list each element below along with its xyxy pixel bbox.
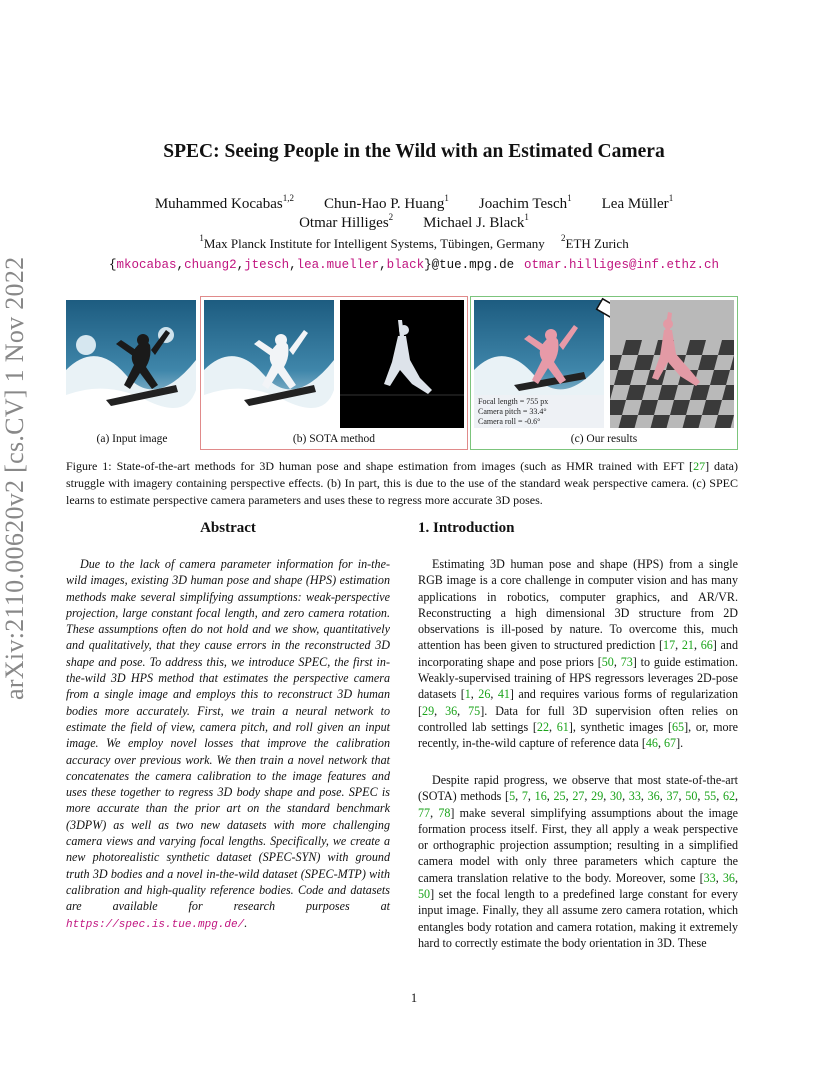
author-name: Muhammed Kocabas — [154, 196, 283, 212]
paragraph-text: , — [735, 789, 739, 804]
paragraph-text: Despite rapid progress, we observe that most state-of-the-art (SOTA) methods [ — [418, 773, 738, 804]
citation-link[interactable]: 16 — [534, 789, 547, 804]
author-name: Otmar Hilliges — [299, 215, 389, 231]
figure-caption-b: (b) SOTA method — [292, 433, 376, 445]
author-name: Lea Müller — [601, 196, 669, 212]
author-name: Michael J. Black — [423, 215, 525, 231]
citation-link[interactable]: 33 — [703, 870, 716, 885]
citation-link[interactable]: 77 — [418, 805, 431, 820]
author-line-1 — [0, 193, 828, 213]
camera-params-overlay — [478, 397, 548, 427]
figure-panel-sota-render — [340, 300, 464, 428]
caption-text: ] data) struggle with imagery containing perspective effects. (b) In part, this is due to the use of the standard weak perspective camera. (c) SPEC learns to estimate perspective camera parameters and uses these to regress more accurate 3D poses. — [66, 459, 738, 507]
author-sup: 1 — [444, 193, 449, 203]
camera-pitch-readout: Camera pitch = 33.4° — [478, 407, 547, 416]
author-sup: 1 — [567, 193, 572, 203]
paragraph-text: ], or, more recently, in-the-wild capture of reference data [ — [418, 719, 738, 751]
email-user[interactable]: mkocabas — [116, 258, 177, 272]
paragraph-text: , — [470, 687, 479, 702]
page-number: 1 — [410, 991, 418, 1005]
paragraph-text: , — [515, 789, 522, 804]
arxiv-watermark: arXiv:2110.00620v2 [cs.CV] 1 Nov 2022 — [0, 256, 29, 700]
citation-link[interactable]: 46 — [645, 736, 658, 751]
citation-link[interactable]: 17 — [663, 638, 676, 653]
figure-caption-a: (a) Input image — [96, 433, 168, 445]
surfer-photo-input — [66, 300, 196, 428]
email-user[interactable]: chuang2 — [184, 258, 237, 272]
citation-link[interactable]: 22 — [536, 719, 550, 734]
citation-link[interactable]: 30 — [609, 789, 623, 804]
citation-link[interactable]: 26 — [478, 687, 491, 702]
intro-heading: 1. Introduction — [418, 520, 515, 536]
paragraph-text: ]. Data for full 3D supervision often relies on controlled lab settings [ — [418, 703, 739, 734]
citation-link[interactable]: 50 — [418, 887, 431, 902]
surfer-photo-sota — [204, 300, 334, 428]
citation-link[interactable]: 36 — [647, 789, 660, 804]
citation-link[interactable]: 67 — [664, 736, 677, 751]
paragraph-text: , — [549, 719, 557, 734]
paragraph-text: , — [603, 789, 610, 804]
figure-panel-input — [66, 300, 196, 428]
paragraph-text: Estimating 3D human pose and shape (HPS) from a single RGB image is a core challenge in computer vision and has many applications in robotics, computer graphics, and AR/VR. Reconstructing a high dimensional 3D structure from 2D observations is ill-posed by nature. To overcome this, much attention has been given to structured prediction [ — [418, 557, 738, 653]
paragraph-text: ], synthetic images [ — [568, 719, 672, 734]
citation-link[interactable]: 27 — [693, 459, 706, 473]
citation-link[interactable]: 29 — [591, 789, 604, 804]
paragraph-text: ] and requires various forms of regularization [ — [418, 687, 739, 718]
paragraph-text: , — [565, 789, 573, 804]
affil-mpi: Max Planck Institute for Intelligent Systems, Tübingen, Germany — [203, 236, 545, 251]
ours-3d-body-render — [610, 300, 734, 428]
citation-link[interactable]: 62 — [722, 789, 736, 804]
citation-link[interactable]: 75 — [468, 703, 481, 718]
email-eth[interactable]: otmar.hilliges@inf.ethz.ch — [523, 258, 719, 272]
citation-link[interactable]: 37 — [666, 789, 679, 804]
abstract-text: Due to the lack of camera parameter information for in-the-wild images, existing 3D human pose and shape (HPS) estimation methods make several simplifying assumptions: weak-perspective projection, large constant focal length, and zero camera rotation. These assumptions often do not hold and we show, quantitatively and qualitatively, that they cause errors in the reconstructed 3D shape and pose. To address this, we introduce SPEC, the first in-the-wild 3D HPS method that estimates the perspective camera from a single image and employs this to reconstruct 3D human bodies more accurately. First, we train a neural network to estimate the field of view, camera pitch, and roll given an input image. We employ novel losses that improve the calibration accuracy over previous work. We then train a novel network that concatenates the camera calibration to the image features and uses these together to regress 3D body shape and pose. SPEC is more accurate than the prior art on the standard benchmark (3DPW) as well as two new datasets with more challenging camera views and varying focal lengths. Specifically, we create a new photorealistic synthetic dataset (SPEC-SYN) with ground truth 3D bodies and a novel in-the-wild dataset (SPEC-MTP) with calibration and high-quality reference bodies. Code and datasets are available for research purposes at — [66, 557, 390, 914]
paragraph-text: , — [675, 638, 682, 653]
paragraph-text: , — [716, 789, 723, 804]
citation-link[interactable]: 5 — [509, 789, 516, 804]
paragraph-text: , — [715, 870, 723, 885]
email-brace: { — [109, 258, 117, 272]
author-line-2 — [0, 212, 828, 232]
abstract-end: . — [244, 915, 248, 930]
figure-panel-ours-render — [610, 300, 734, 428]
author-sup: 1 — [668, 193, 674, 203]
paragraph-text: , — [584, 789, 592, 804]
intro-paragraph-1 — [418, 556, 738, 752]
paper-title: SPEC: Seeing People in the Wild with an Estimated Camera — [163, 141, 665, 162]
abstract-body — [66, 556, 390, 933]
citation-link[interactable]: 36 — [445, 703, 458, 718]
email-user[interactable]: jtesch — [244, 258, 290, 272]
citation-link[interactable]: 66 — [700, 638, 713, 653]
affiliations — [0, 233, 828, 252]
citation-link[interactable]: 7 — [521, 789, 528, 804]
citation-link[interactable]: 1 — [464, 687, 471, 702]
figure-1-caption — [66, 458, 738, 509]
affil-sup: 2 — [561, 233, 566, 243]
paragraph-text: , — [697, 789, 705, 804]
paragraph-text: ] and incorporating shape and pose priors [ — [418, 638, 739, 669]
focal-length-readout: Focal length = 755 px — [478, 397, 549, 406]
citation-link[interactable]: 78 — [438, 805, 451, 820]
paragraph-text: , — [734, 870, 738, 885]
paragraph-text: ] to guide estimation. Weakly-supervised training of HPS regressors leverages 2D-pose datasets [ — [418, 654, 738, 702]
citation-link[interactable]: 50 — [601, 654, 614, 669]
citation-link[interactable]: 61 — [556, 719, 569, 734]
paragraph-text: , — [693, 638, 701, 653]
author-sup: 1 — [524, 212, 529, 222]
citation-link[interactable]: 65 — [671, 719, 685, 734]
author-name: Chun-Hao P. Huang — [323, 196, 445, 212]
author-sup: 1,2 — [282, 193, 294, 203]
paragraph-text: , — [430, 805, 439, 820]
intro-paragraph-2 — [418, 772, 738, 951]
citation-link[interactable]: 27 — [572, 789, 585, 804]
citation-link[interactable]: 21 — [681, 638, 694, 653]
affil-sup: 1 — [199, 233, 204, 243]
paragraph-text: , — [527, 789, 535, 804]
paragraph-text: , — [546, 789, 554, 804]
abstract-heading: Abstract — [200, 520, 256, 536]
camera-roll-readout: Camera roll = -0.6° — [478, 417, 541, 426]
email-user[interactable]: black — [386, 258, 425, 272]
project-url-link[interactable]: https://spec.is.tue.mpg.de/ — [66, 918, 245, 931]
citation-link[interactable]: 36 — [722, 870, 735, 885]
paragraph-text: , — [659, 789, 667, 804]
email-domain: }@tue.mpg.de — [424, 258, 515, 272]
paragraph-text: ] set the focal length to a predefined large constant for every input image. Finally, they all assume zero camera rotation, which entangles body rotation and camera rotation, making it extremely hard to correctly estimate the body orientation in 3D. These — [418, 887, 738, 950]
caption-text: Figure 1: State-of-the-art methods for 3D human pose and shape estimation from images (such as HMR trained with EFT [ — [66, 459, 694, 473]
paragraph-text: , — [490, 687, 498, 702]
paragraph-text: , — [622, 789, 629, 804]
author-name: Joachim Tesch — [478, 196, 568, 212]
citation-link[interactable]: 55 — [704, 789, 717, 804]
sota-3d-body-render — [340, 300, 464, 428]
citation-link[interactable]: 25 — [553, 789, 566, 804]
affil-eth: ETH Zurich — [565, 236, 629, 251]
paragraph-text: ]. — [676, 736, 684, 751]
figure-panel-sota-overlay — [204, 300, 334, 428]
citation-link[interactable]: 29 — [422, 703, 435, 718]
figure-caption-c: (c) Our results — [570, 433, 638, 445]
paragraph-text: , — [457, 703, 469, 718]
email-line: {mkocabas,chuang2,jtesch,lea.mueller,black}@tue.mpg.de otmar.hilliges@inf.ethz.ch — [109, 258, 719, 272]
citation-link[interactable]: 41 — [497, 687, 510, 702]
paragraph-text: , — [613, 654, 621, 669]
citation-link[interactable]: 33 — [628, 789, 641, 804]
author-sup: 2 — [388, 212, 394, 222]
citation-link[interactable]: 73 — [620, 654, 633, 669]
paragraph-text: ] make several simplifying assumptions about the image formation process itself. First, they all apply a weak perspective or orthographic projection assumption; resulting in a simplified camera model with only three parameters which capture the camera translation relative to the body. Moreover, some [ — [418, 805, 738, 885]
paragraph-text: , — [678, 789, 686, 804]
figure-panel-ours-overlay — [474, 300, 604, 428]
paragraph-text: , — [657, 736, 664, 751]
paragraph-text: , — [640, 789, 648, 804]
email-user[interactable]: lea.mueller — [296, 258, 380, 272]
paragraph-text: , — [434, 703, 446, 718]
citation-link[interactable]: 50 — [685, 789, 698, 804]
